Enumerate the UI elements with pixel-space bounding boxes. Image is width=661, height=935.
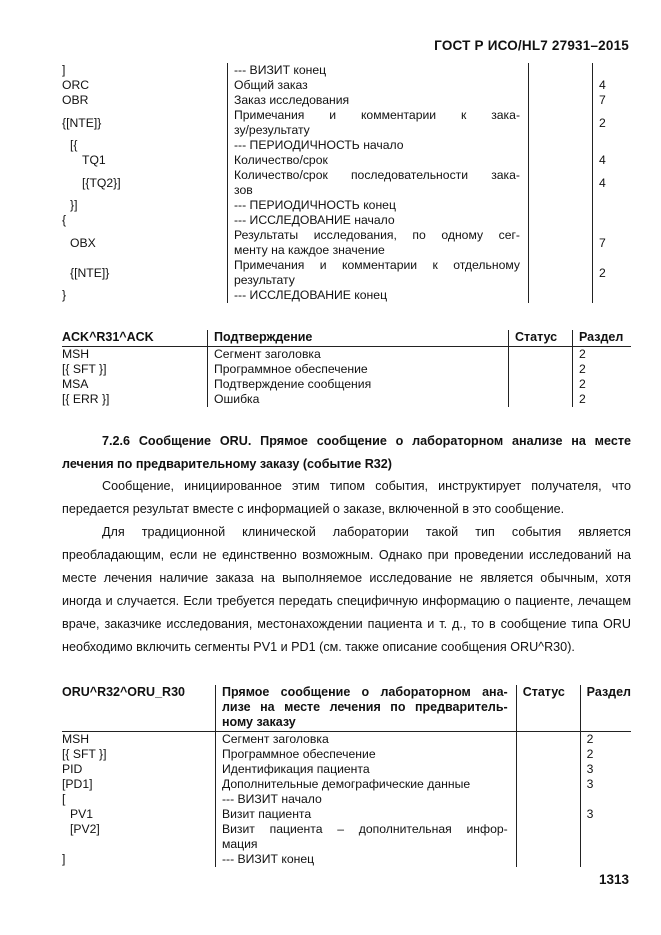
segment-cell: ] [62, 852, 66, 866]
table-row [62, 852, 631, 867]
status-cell [509, 347, 573, 363]
table-row [62, 78, 631, 93]
description-cell: Заказ исследования [228, 93, 529, 108]
section-cell: 2 [573, 347, 632, 363]
table-row [62, 288, 631, 303]
section-cell [593, 138, 632, 153]
paragraph: Для традиционной клинической лаборатории такой тип события является преобладающим, если не единственно возможным. Однако при проведении исследований на месте лечения наличие заказа на выполняемое исследование не является обычным, хотя иногда и случается. Если требуется передать специфичную информацию о пациенте, лечащем враче, заказчике исследования, местонахождении пациента и т. д., то в сообщение типа ORU необходимо включить сегменты PV1 и PD1 (см. также описание сообщения ORU^R30). [62, 525, 631, 654]
table-row [62, 777, 631, 792]
segment-cell: [{ SFT }] [62, 362, 107, 376]
status-cell [516, 732, 580, 748]
status-cell [516, 747, 580, 762]
description-line: зов [234, 183, 253, 197]
status-cell [529, 228, 593, 258]
segment-cell: PV1 [70, 807, 94, 821]
section-cell: 2 [580, 732, 631, 748]
status-cell [529, 213, 593, 228]
header-line: Прямое сообщение о лабораторном ана- [221, 685, 508, 699]
segment-cell: [{TQ2}] [82, 175, 121, 190]
section-cell: 2 [580, 747, 631, 762]
section-cell: 3 [580, 762, 631, 777]
table-row [62, 792, 631, 807]
section-cell: 2 [593, 258, 632, 288]
section-cell: 2 [573, 392, 632, 407]
description-cell: Сегмент заголовка [208, 347, 509, 363]
header-line: лизе на месте лечения по предваритель- [221, 700, 508, 714]
description-cell: --- ПЕРИОДИЧНОСТЬ конец [228, 198, 529, 213]
table-row [62, 93, 631, 108]
segment-cell: {[NTE]} [62, 115, 102, 130]
status-cell [529, 288, 593, 303]
segment-cell: }] [70, 198, 78, 212]
segment-cell: TQ1 [82, 153, 106, 167]
section-cell [580, 792, 631, 807]
table-row [62, 153, 631, 168]
segment-cell: [PD1] [62, 777, 93, 791]
description-cell [215, 822, 516, 852]
segment-cell: MSA [62, 377, 89, 391]
section-cell: 4 [593, 153, 632, 168]
table-row [62, 63, 631, 78]
page-header: ГОСТ Р ИСО/HL7 27931–2015 [434, 38, 629, 53]
segment-cell: {[NTE]} [70, 265, 110, 280]
status-cell [516, 777, 580, 792]
section-cell [593, 63, 632, 78]
status-cell [516, 822, 580, 852]
section-cell [593, 288, 632, 303]
segment-cell: MSH [62, 732, 90, 746]
description-cell [228, 228, 529, 258]
section-cell: 2 [593, 108, 632, 138]
description-cell: Общий заказ [228, 78, 529, 93]
table-row [62, 198, 631, 213]
description-cell: Дополнительные демографические данные [215, 777, 516, 792]
status-cell [516, 852, 580, 867]
description-cell [228, 108, 529, 138]
status-cell [529, 168, 593, 198]
table-header-row [62, 685, 631, 732]
section-cell: 7 [593, 93, 632, 108]
description-cell [228, 168, 529, 198]
segment-cell: } [62, 288, 67, 302]
header-line: ному заказу [221, 715, 296, 729]
segment-cell: [PV2] [70, 822, 100, 836]
segment-cell: [{ ERR }] [62, 392, 110, 406]
table-row [62, 138, 631, 153]
table-row [62, 347, 631, 363]
segment-cell: OBR [62, 93, 89, 107]
description-cell: --- ИССЛЕДОВАНИЕ конец [228, 288, 529, 303]
description-cell: --- ВИЗИТ начало [215, 792, 516, 807]
description-cell: --- ВИЗИТ конец [215, 852, 516, 867]
segment-cell: PID [62, 762, 83, 776]
description-line: Результаты исследования, по одному сег- [234, 228, 520, 242]
description-cell [228, 258, 529, 288]
segment-cell: MSH [62, 347, 90, 361]
table-row [62, 213, 631, 228]
table-row [62, 762, 631, 777]
segment-table-continuation [62, 63, 631, 303]
status-cell [516, 762, 580, 777]
column-header-section: Раздел [573, 330, 632, 347]
table-row [62, 108, 631, 138]
table-row [62, 377, 631, 392]
column-header-segment: ORU^R32^ORU_R30 [62, 685, 215, 732]
status-cell [529, 258, 593, 288]
description-line: Примечания и комментарии к зака- [234, 108, 520, 122]
section-title: 7.2.6 Сообщение ORU. Прямое сообщение о лабораторном анализе на месте лечения по предварительному заказу (событие R32) [62, 434, 631, 471]
section-cell: 2 [573, 362, 632, 377]
description-cell: Программное обеспечение [208, 362, 509, 377]
description-cell: --- ВИЗИТ конец [228, 63, 529, 78]
segment-cell: [ [62, 792, 66, 806]
column-header-status: Статус [516, 685, 580, 732]
status-cell [516, 792, 580, 807]
column-header-status: Статус [509, 330, 573, 347]
description-line: Количество/срок последовательности зака- [234, 168, 520, 182]
description-line: зу/результату [234, 123, 310, 137]
segment-cell: [{ SFT }] [62, 747, 107, 761]
section-cell: 7 [593, 228, 632, 258]
column-header-section: Раздел [580, 685, 631, 732]
section-cell: 4 [593, 168, 632, 198]
description-cell: Ошибка [208, 392, 509, 407]
description-line: результату [234, 273, 295, 287]
segment-cell: [{ [70, 138, 78, 152]
description-line: Визит пациента – дополнительная инфор- [221, 822, 508, 836]
description-cell: --- ПЕРИОДИЧНОСТЬ начало [228, 138, 529, 153]
page-number: 1313 [598, 872, 629, 887]
section-cell [593, 198, 632, 213]
section-cell [580, 852, 631, 867]
section-cell: 3 [580, 777, 631, 792]
column-header-description [215, 685, 516, 732]
description-cell: Количество/срок [228, 153, 529, 168]
segment-cell: ] [62, 63, 66, 77]
description-cell: Программное обеспечение [215, 747, 516, 762]
description-line: Примечания и комментарии к отдельному [234, 258, 520, 272]
section-cell [593, 213, 632, 228]
table-row [62, 747, 631, 762]
status-cell [529, 138, 593, 153]
table-row [62, 258, 631, 288]
table-header-row [62, 330, 631, 347]
paragraph: Сообщение, инициированное этим типом события, инструктирует получателя, что передается результат вместе с информацией о заказе, включенной в это сообщение. [62, 479, 631, 516]
description-cell: Сегмент заголовка [215, 732, 516, 748]
description-cell: Идентификация пациента [215, 762, 516, 777]
status-cell [529, 78, 593, 93]
description-cell: Подтверждение сообщения [208, 377, 509, 392]
status-cell [516, 807, 580, 822]
segment-cell: { [62, 213, 67, 227]
section-cell: 2 [573, 377, 632, 392]
status-cell [529, 153, 593, 168]
description-line: менту на каждое значение [234, 243, 385, 257]
status-cell [529, 63, 593, 78]
column-header-description: Подтверждение [208, 330, 509, 347]
section-cell: 3 [580, 807, 631, 822]
status-cell [509, 362, 573, 377]
description-line: мация [221, 837, 258, 851]
status-cell [529, 198, 593, 213]
section-cell: 4 [593, 78, 632, 93]
table-row [62, 228, 631, 258]
section-cell [580, 822, 631, 852]
status-cell [529, 108, 593, 138]
status-cell [509, 392, 573, 407]
table-row [62, 732, 631, 748]
table-row [62, 807, 631, 822]
oru-r32-table [62, 685, 631, 867]
table-row [62, 822, 631, 852]
table-row [62, 362, 631, 377]
description-cell: --- ИССЛЕДОВАНИЕ начало [228, 213, 529, 228]
description-cell: Визит пациента [215, 807, 516, 822]
ack-r31-table [62, 330, 631, 407]
segment-cell: OBX [70, 235, 96, 250]
segment-cell: ORC [62, 78, 90, 92]
status-cell [509, 377, 573, 392]
table-row [62, 168, 631, 198]
status-cell [529, 93, 593, 108]
column-header-segment: ACK^R31^ACK [62, 330, 208, 347]
table-row [62, 392, 631, 407]
